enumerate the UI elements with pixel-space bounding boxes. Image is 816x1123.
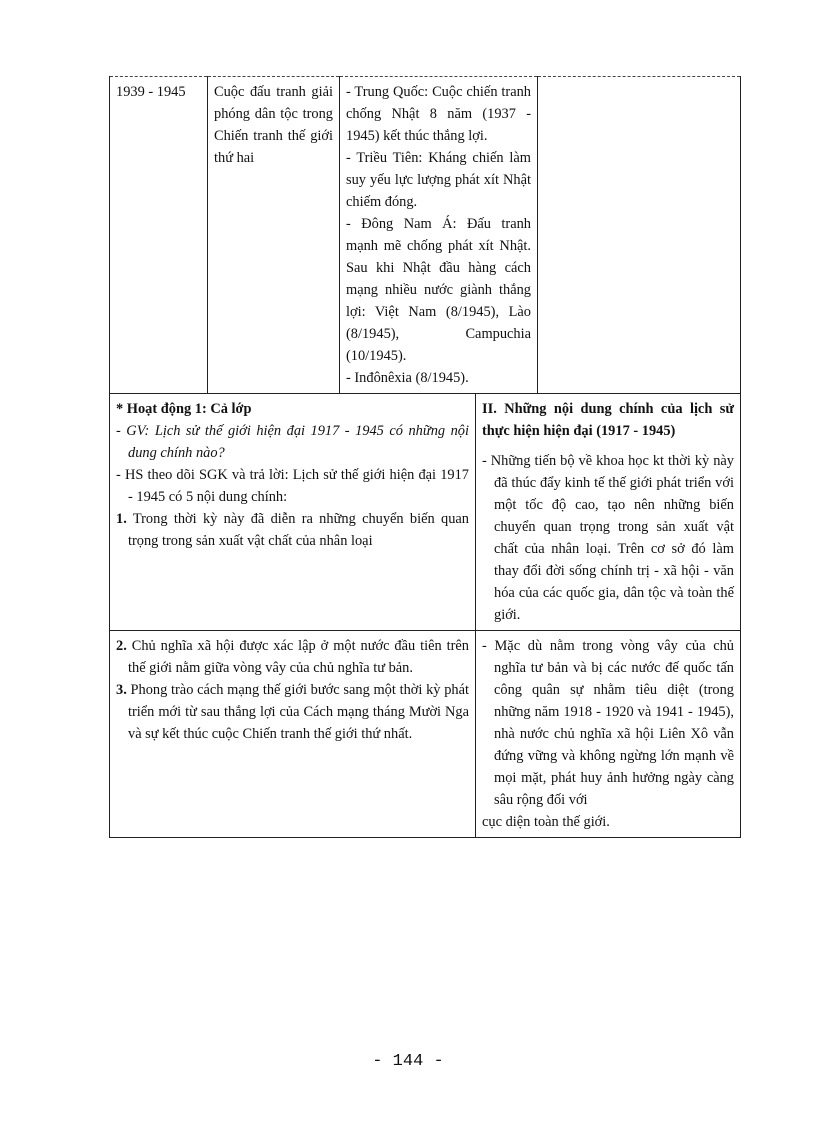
lesson-table	[109, 393, 741, 838]
notes-cell	[538, 77, 741, 394]
section-text: - Những tiến bộ về khoa học kt thời kỳ này đã thúc đẩy kinh tế thế giới phát triển với một tốc độ cao, tạo nên những biến chuyển quan trọng trong sản xuất vật chất của nhân loại. Trên cơ sở đó làm thay đổi đời sống chính trị - xã hội - văn hóa của các quốc gia, dân tộc và toàn thế giới.	[482, 453, 734, 623]
point-3-text: Phong trào cách mạng thế giới bước sang một thời kỳ phát triển mới từ sau thắng lợi của Cách mạng tháng Mười Nga và sự kết thúc cuộc Chiến tranh thế giới thứ nhất.	[128, 682, 469, 742]
detail-indonesia: - Inđônêxia (8/1945).	[346, 370, 469, 386]
student-answer: - HS theo dõi SGK và trả lời: Lịch sử thế giới hiện đại 1917 - 1945 có 5 nội dung chính:	[116, 467, 469, 505]
soviet-text-tail: cục diện toàn thế giới.	[482, 814, 610, 830]
period-cell	[110, 77, 208, 394]
activity-title: * Hoạt động 1: Cả lớp	[116, 401, 252, 417]
table-row-activity	[110, 394, 741, 631]
spacer	[482, 442, 734, 450]
content-cell	[476, 394, 741, 631]
history-table-top	[109, 76, 741, 394]
soviet-text: - Mặc dù nằm trong vòng vây của chủ nghĩa tư bản và bị các nước đế quốc tấn công quân sự nhằm tiêu diệt (trong những năm 1918 - 1920 và 1941 - 1945), nhà nước chủ nghĩa xã hội Liên Xô vẫn đứng vững và không ngừng lớn mạnh về mọi mặt, phát huy ảnh hưởng ngày càng sâu rộng đối với	[482, 638, 734, 808]
period-text: 1939 - 1945	[116, 84, 186, 100]
page-content	[109, 76, 740, 838]
details-cell	[340, 77, 538, 394]
detail-china: - Trung Quốc: Cuộc chiến tranh chống Nhật 8 năm (1937 - 1945) kết thúc thắng lợi.	[346, 84, 531, 144]
point-1	[116, 508, 469, 552]
teacher-question: - GV: Lịch sử thế giới hiện đại 1917 - 1945 có những nội dung chính nào?	[116, 423, 469, 461]
detail-korea: - Triều Tiên: Kháng chiến làm suy yếu lực lượng phát xít Nhật chiếm đóng.	[346, 150, 531, 210]
page-number: - 144 -	[372, 1052, 444, 1071]
point-3	[116, 679, 469, 745]
movement-cell	[208, 77, 340, 394]
movement-text: Cuộc đấu tranh giải phóng dân tộc trong Chiến tranh thế giới thứ hai	[214, 84, 333, 166]
point-1-number: 1.	[116, 511, 127, 527]
soviet-cell	[476, 631, 741, 838]
point-2-number: 2.	[116, 638, 127, 654]
points-cell	[110, 631, 476, 838]
point-3-number: 3.	[116, 682, 127, 698]
table-row-1939-1945	[110, 77, 741, 394]
point-2	[116, 635, 469, 679]
point-1-text: Trong thời kỳ này đã diễn ra những chuyển biến quan trọng trong sản xuất vật chất của nhân loại	[128, 511, 469, 549]
point-2-text: Chủ nghĩa xã hội được xác lập ở một nước đầu tiên trên thế giới nằm giữa vòng vây của chủ nghĩa tư bản.	[128, 638, 469, 676]
table-row-points	[110, 631, 741, 838]
activity-cell	[110, 394, 476, 631]
detail-southeast-asia: - Đông Nam Á: Đấu tranh mạnh mẽ chống phát xít Nhật. Sau khi Nhật đầu hàng cách mạng nhiều nước giành thắng lợi: Việt Nam (8/1945), Lào (8/1945), Campuchia (10/1945).	[346, 216, 531, 364]
section-heading: II. Những nội dung chính của lịch sử thực hiện hiện đại (1917 - 1945)	[482, 401, 734, 439]
